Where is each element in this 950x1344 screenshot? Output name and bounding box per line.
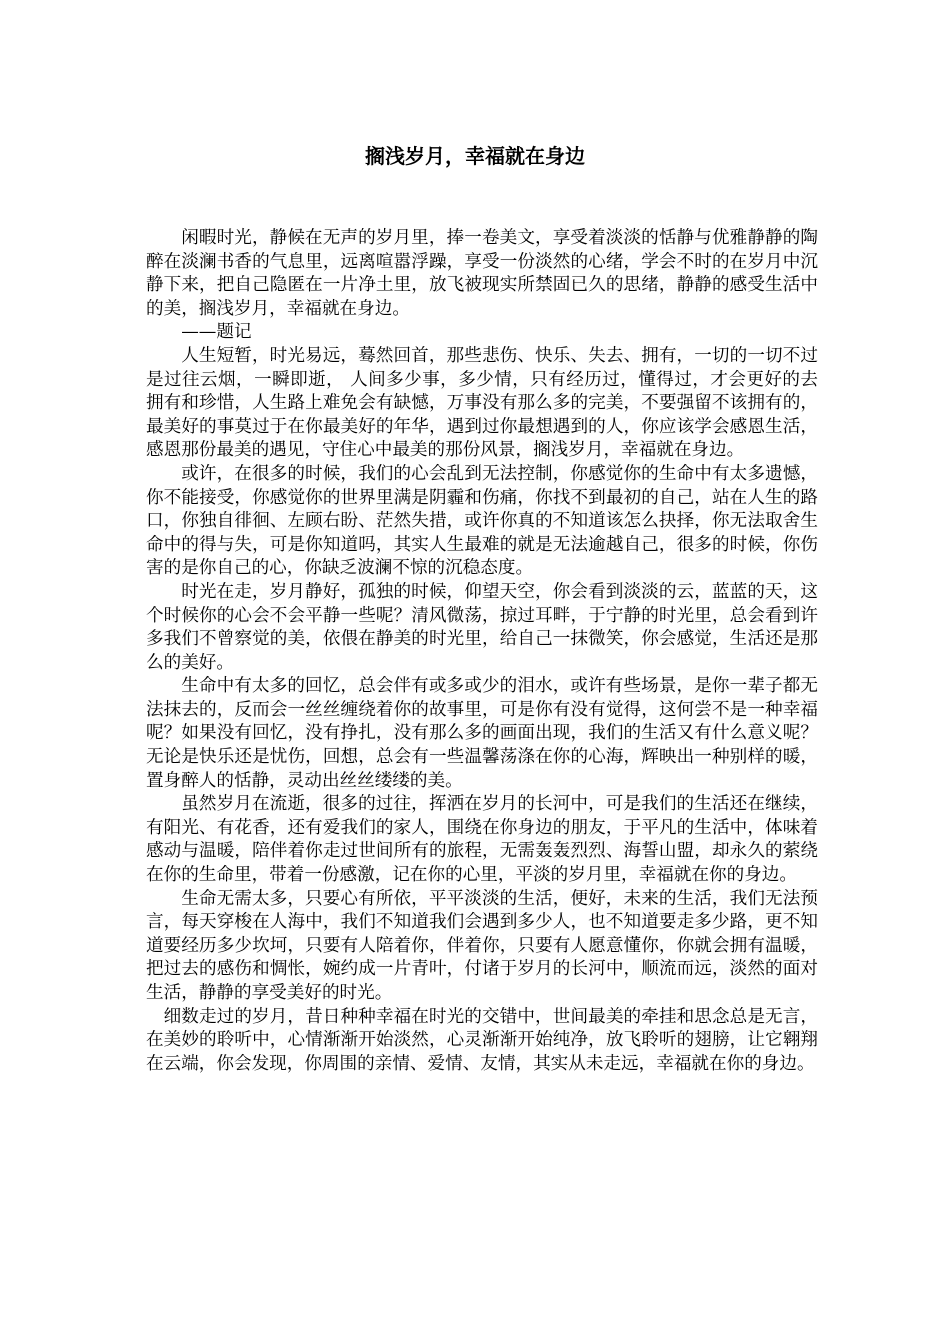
body-paragraph: 人生短暂，时光易远，蓦然回首，那些悲伤、快乐、失去、拥有，一切的一切不过是过往云烟，一瞬即逝， 人间多少事，多少情，只有经历过，懂得过，才会更好的去拥有和珍惜，人生路上难免会有缺憾，万事没有那么多的完美，不要强留不该拥有的，最美好的事莫过于在你最美好的年华，遇到过你最想遇到的人，你应该学会感恩生活，感恩那份最美的遇见，守住心中最美的那份风景，搁浅岁月，幸福就在身边。	[146, 345, 818, 461]
article-body	[146, 227, 818, 1076]
body-paragraph: 时光在走，岁月静好，孤独的时候，仰望天空，你会看到淡淡的云，蓝蓝的天，这个时候你的心会不会平静一些呢？清风微荡，掠过耳畔，于宁静的时光里，总会看到许多我们不曾察觉的美，依偎在静美的时光里，给自己一抹微笑，你会感觉，生活还是那么的美好。	[146, 581, 818, 673]
body-paragraph: 生命中有太多的回忆，总会伴有或多或少的泪水，或许有些场景，是你一辈子都无法抹去的，反而会一丝丝缠绕着你的故事里，可是你有没有觉得，这何尝不是一种幸福呢？如果没有回忆，没有挣扎，没有那么多的画面出现，我们的生活又有什么意义呢？无论是快乐还是忧伤，回想，总会有一些温馨荡涤在你的心海，辉映出一种别样的暖，置身醉人的恬静，灵动出丝丝缕缕的美。	[146, 676, 818, 791]
body-paragraph: 细数走过的岁月，昔日种种幸福在时光的交错中，世间最美的牵挂和思念总是无言，在美妙的聆听中，心情渐渐开始淡然，心灵渐渐开始纯净，放飞聆听的翅膀，让它翱翔在云端，你会发现，你周围的亲情、爱情、友情，其实从未走远，幸福就在你的身边。	[146, 1006, 818, 1074]
epigraph-paragraph: 闲暇时光，静候在无声的岁月里，捧一卷美文，享受着淡淡的恬静与优雅静静的陶醉在淡澜书香的气息里，远离喧嚣浮躁，享受一份淡然的心绪，学会不时的在岁月中沉静下来，把自己隐匿在一片净土里，放飞被现实所禁固已久的思绪，静静的感受生活中的美，搁浅岁月，幸福就在身边。	[146, 228, 818, 319]
body-paragraph: 生命无需太多，只要心有所依，平平淡淡的生活，便好，未来的生活，我们无法预言，每天穿梭在人海中，我们不知道我们会遇到多少人，也不知道要走多少路，更不知道要经历多少坎坷，只要有人陪着你，伴着你，只要有人愿意懂你，你就会拥有温暖，把过去的感伤和惆怅，婉约成一片青叶，付诸于岁月的长河中，顺流而远，淡然的面对生活，静静的享受美好的时光。	[146, 888, 818, 1003]
page-title: 搁浅岁月，幸福就在身边	[365, 144, 585, 168]
body-paragraph: 或许，在很多的时候，我们的心会乱到无法控制，你感觉你的生命中有太多遗憾，你不能接受，你感觉你的世界里满是阴霾和伤痛，你找不到最初的自己，站在人生的路口，你独自徘徊、左顾右盼、茫然失措，或许你真的不知道该怎么抉择，你无法取舍生命中的得与失，可是你知道吗，其实人生最难的就是无法逾越自己，很多的时候，你伤害的是你自己的心，你缺乏波澜不惊的沉稳态度。	[146, 463, 818, 579]
epigraph-signature: ——题记	[181, 322, 252, 343]
body-paragraph: 虽然岁月在流逝，很多的过往，挥洒在岁月的长河中，可是我们的生活还在继续，有阳光、有花香，还有爱我们的家人，围绕在你身边的朋友，于平凡的生活中，体味着感动与温暖，陪伴着你走过世间所有的旅程，无需轰轰烈烈、海誓山盟，却永久的萦绕在你的生命里，带着一份感激，记在你的心里，平淡的岁月里，幸福就在你的身边。	[146, 794, 818, 886]
